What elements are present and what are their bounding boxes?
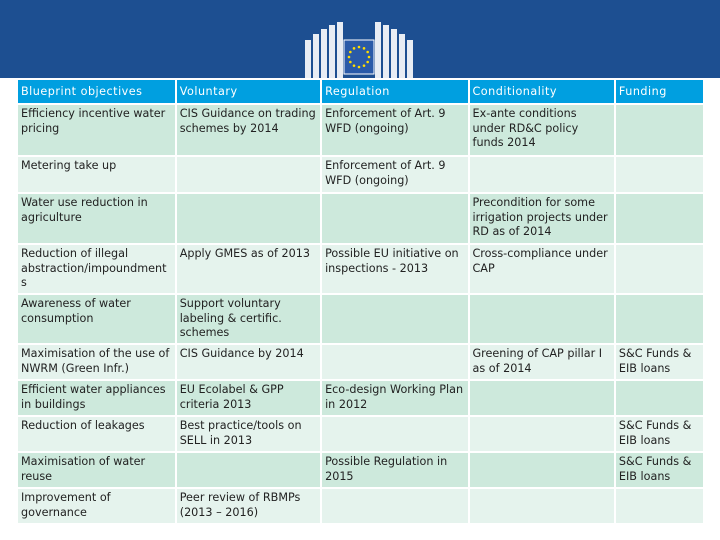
- flag-star-icon: [363, 47, 366, 50]
- table-cell: [322, 194, 467, 243]
- table-cell: [616, 381, 703, 415]
- table-cell: [470, 157, 614, 192]
- table-cell: Apply GMES as of 2013: [177, 245, 320, 293]
- flag-star-icon: [368, 56, 371, 59]
- table-cell: Best practice/tools on SELL in 2013: [177, 417, 320, 451]
- flag-star-icon: [363, 64, 366, 67]
- table-row: [18, 194, 703, 243]
- table-cell: Cross-compliance under CAP: [470, 245, 614, 293]
- flag-star-icon: [358, 66, 361, 69]
- table-cell: S&C Funds & EIB loans: [616, 417, 703, 451]
- table-row: [18, 245, 703, 293]
- flag-star-icon: [358, 46, 361, 49]
- table-row: [18, 381, 703, 415]
- table-cell: [616, 295, 703, 343]
- table-cell: Water use reduction in agriculture: [18, 194, 175, 243]
- flag-star-icon: [366, 61, 369, 64]
- table-cell: [470, 453, 614, 487]
- table-cell: [322, 489, 467, 523]
- table-cell: Support voluntary labeling & certific. schemes: [177, 295, 320, 343]
- header-voluntary: Voluntary: [177, 80, 320, 103]
- table-cell: [322, 345, 467, 379]
- table-cell: [616, 157, 703, 192]
- table-cell: Greening of CAP pillar I as of 2014: [470, 345, 614, 379]
- table-row: [18, 105, 703, 155]
- table-cell: Enforcement of Art. 9 WFD (ongoing): [322, 157, 467, 192]
- table-cell: CIS Guidance on trading schemes by 2014: [177, 105, 320, 155]
- table-row: [18, 157, 703, 192]
- flag-star-icon: [349, 51, 352, 54]
- table-cell: [616, 194, 703, 243]
- table-cell: Possible EU initiative on inspections - 2013: [322, 245, 467, 293]
- table-cell: Reduction of leakages: [18, 417, 175, 451]
- table-cell: [177, 194, 320, 243]
- table-cell: S&C Funds & EIB loans: [616, 345, 703, 379]
- table-cell: S&C Funds & EIB loans: [616, 453, 703, 487]
- table-cell: Peer review of RBMPs (2013 – 2016): [177, 489, 320, 523]
- table-cell: [616, 489, 703, 523]
- flag-star-icon: [366, 51, 369, 54]
- table-row: [18, 295, 703, 343]
- table-cell: Metering take up: [18, 157, 175, 192]
- table-cell: [470, 295, 614, 343]
- table-row: [18, 345, 703, 379]
- table-cell: [177, 157, 320, 192]
- header-regulation: Regulation: [322, 80, 467, 103]
- table-cell: Ex-ante conditions under RD&C policy funds 2014: [470, 105, 614, 155]
- blueprint-table: [16, 78, 705, 525]
- table-row: [18, 417, 703, 451]
- table-row: [18, 489, 703, 523]
- table-cell: [177, 453, 320, 487]
- flag-star-icon: [353, 47, 356, 50]
- header-funding: Funding: [616, 80, 703, 103]
- table-cell: Precondition for some irrigation projects under RD as of 2014: [470, 194, 614, 243]
- eu-commission-logo-icon: [303, 18, 415, 78]
- table-cell: [470, 381, 614, 415]
- table-cell: [322, 417, 467, 451]
- flag-star-icon: [348, 56, 351, 59]
- table-cell: Enforcement of Art. 9 WFD (ongoing): [322, 105, 467, 155]
- table-row: [18, 453, 703, 487]
- flag-star-icon: [353, 64, 356, 67]
- table-cell: [470, 417, 614, 451]
- header-blueprint-objectives: Blueprint objectives: [18, 80, 175, 103]
- table-cell: Efficiency incentive water pricing: [18, 105, 175, 155]
- table-cell: EU Ecolabel & GPP criteria 2013: [177, 381, 320, 415]
- table-cell: Reduction of illegal abstraction/impoundments: [18, 245, 175, 293]
- table-cell: Possible Regulation in 2015: [322, 453, 467, 487]
- table-cell: CIS Guidance by 2014: [177, 345, 320, 379]
- table-cell: Eco-design Working Plan in 2012: [322, 381, 467, 415]
- table-cell: [616, 105, 703, 155]
- table-cell: [616, 245, 703, 293]
- table-cell: [322, 295, 467, 343]
- table-header-row: [18, 80, 703, 103]
- table-cell: Maximisation of the use of NWRM (Green Infr.): [18, 345, 175, 379]
- table-cell: Maximisation of water reuse: [18, 453, 175, 487]
- table-cell: Awareness of water consumption: [18, 295, 175, 343]
- header-conditionality: Conditionality: [470, 80, 614, 103]
- table-cell: Improvement of governance: [18, 489, 175, 523]
- table-cell: [470, 489, 614, 523]
- table-cell: Efficient water appliances in buildings: [18, 381, 175, 415]
- flag-star-icon: [349, 61, 352, 64]
